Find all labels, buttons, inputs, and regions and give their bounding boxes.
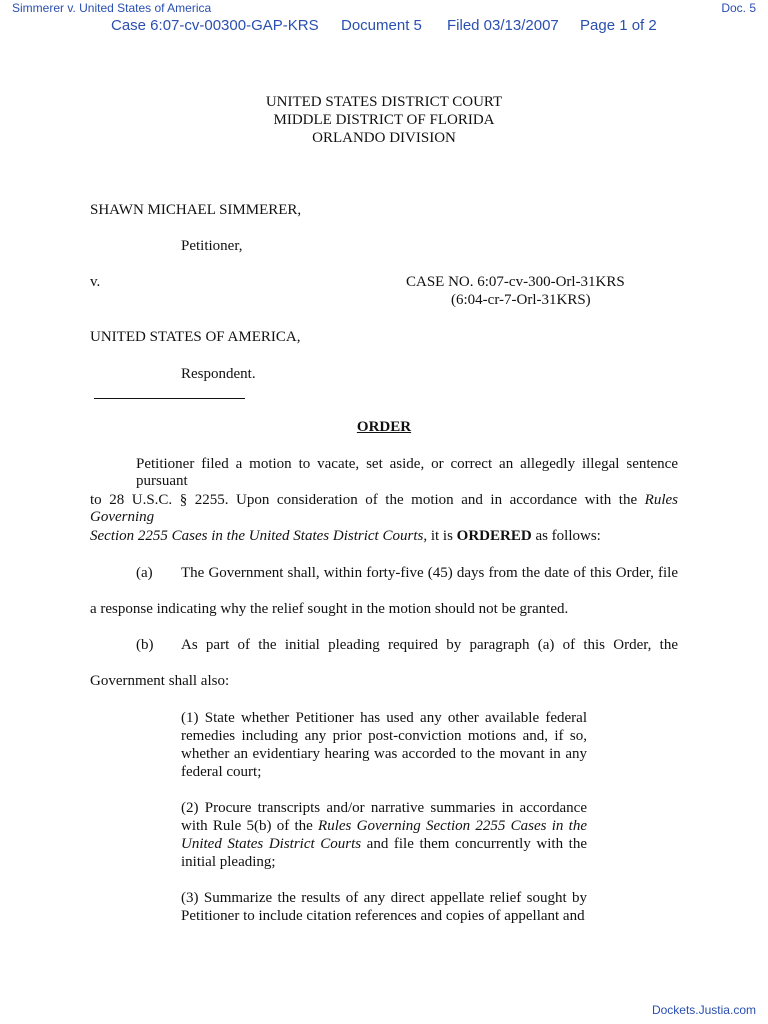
- doc-number-link[interactable]: Doc. 5: [721, 1, 756, 15]
- paragraph-1-line-2: to 28 U.S.C. § 2255. Upon consideration of the motion and in accordance with the Rules Governing: [90, 492, 678, 525]
- paragraph-1-line-1: Petitioner filed a motion to vacate, set aside, or correct an allegedly illegal sentence pursuant: [136, 456, 678, 489]
- stamp-page: Page 1 of 2: [580, 17, 657, 34]
- paragraph-a-line-1: The Government shall, within forty-five (45) days from the date of this Order, file: [181, 565, 678, 581]
- paragraph-b-label: (b): [136, 637, 154, 653]
- paragraph-b-line-1: As part of the initial pleading required by paragraph (a) of this Order, the: [181, 637, 678, 653]
- caption-divider: [94, 398, 245, 399]
- court-name: UNITED STATES DISTRICT COURT: [265, 94, 503, 110]
- list-item-3: (3) Summarize the results of any direct appellate relief sought by Petitioner to include citation references and copies of appellant and: [181, 890, 587, 924]
- petitioner-name: SHAWN MICHAEL SIMMERER,: [90, 202, 302, 218]
- paragraph-b-line-2: Government shall also:: [90, 673, 230, 689]
- case-number: CASE NO. 6:07-cv-300-Orl-31KRS: [406, 274, 625, 290]
- order-title: ORDER: [356, 419, 412, 435]
- petitioner-role: Petitioner,: [181, 238, 243, 254]
- paragraph-a-label: (a): [136, 565, 153, 581]
- dockets-justia-link[interactable]: Dockets.Justia.com: [651, 1003, 756, 1017]
- list-item-1: (1) State whether Petitioner has used any other available federal remedies including any prior post-conviction motions and, if so, whether an evidentiary hearing was accorded to the movant in any federal court;: [181, 710, 587, 780]
- respondent-role: Respondent.: [181, 366, 256, 382]
- respondent-name: UNITED STATES OF AMERICA,: [90, 329, 301, 345]
- case-title-link[interactable]: Simmerer v. United States of America: [12, 1, 212, 15]
- stamp-filed-date: Filed 03/13/2007: [447, 17, 559, 34]
- stamp-document: Document 5: [341, 17, 422, 34]
- stamp-case-number: Case 6:07-cv-00300-GAP-KRS: [111, 17, 319, 34]
- related-case-number: (6:04-cr-7-Orl-31KRS): [451, 292, 591, 308]
- paragraph-1-line-3: Section 2255 Cases in the United States District Courts, it is ORDERED as follows:: [90, 528, 601, 544]
- court-division: ORLANDO DIVISION: [312, 130, 456, 146]
- versus: v.: [90, 274, 101, 290]
- court-district: MIDDLE DISTRICT OF FLORIDA: [273, 112, 495, 128]
- paragraph-a-line-2: a response indicating why the relief sought in the motion should not be granted.: [90, 601, 569, 617]
- list-item-2: (2) Procure transcripts and/or narrative summaries in accordance with Rule 5(b) of the Rules Governing Section 2255 Cases in the United States District Courts and file them concurrently with the initial pleading;: [181, 800, 587, 870]
